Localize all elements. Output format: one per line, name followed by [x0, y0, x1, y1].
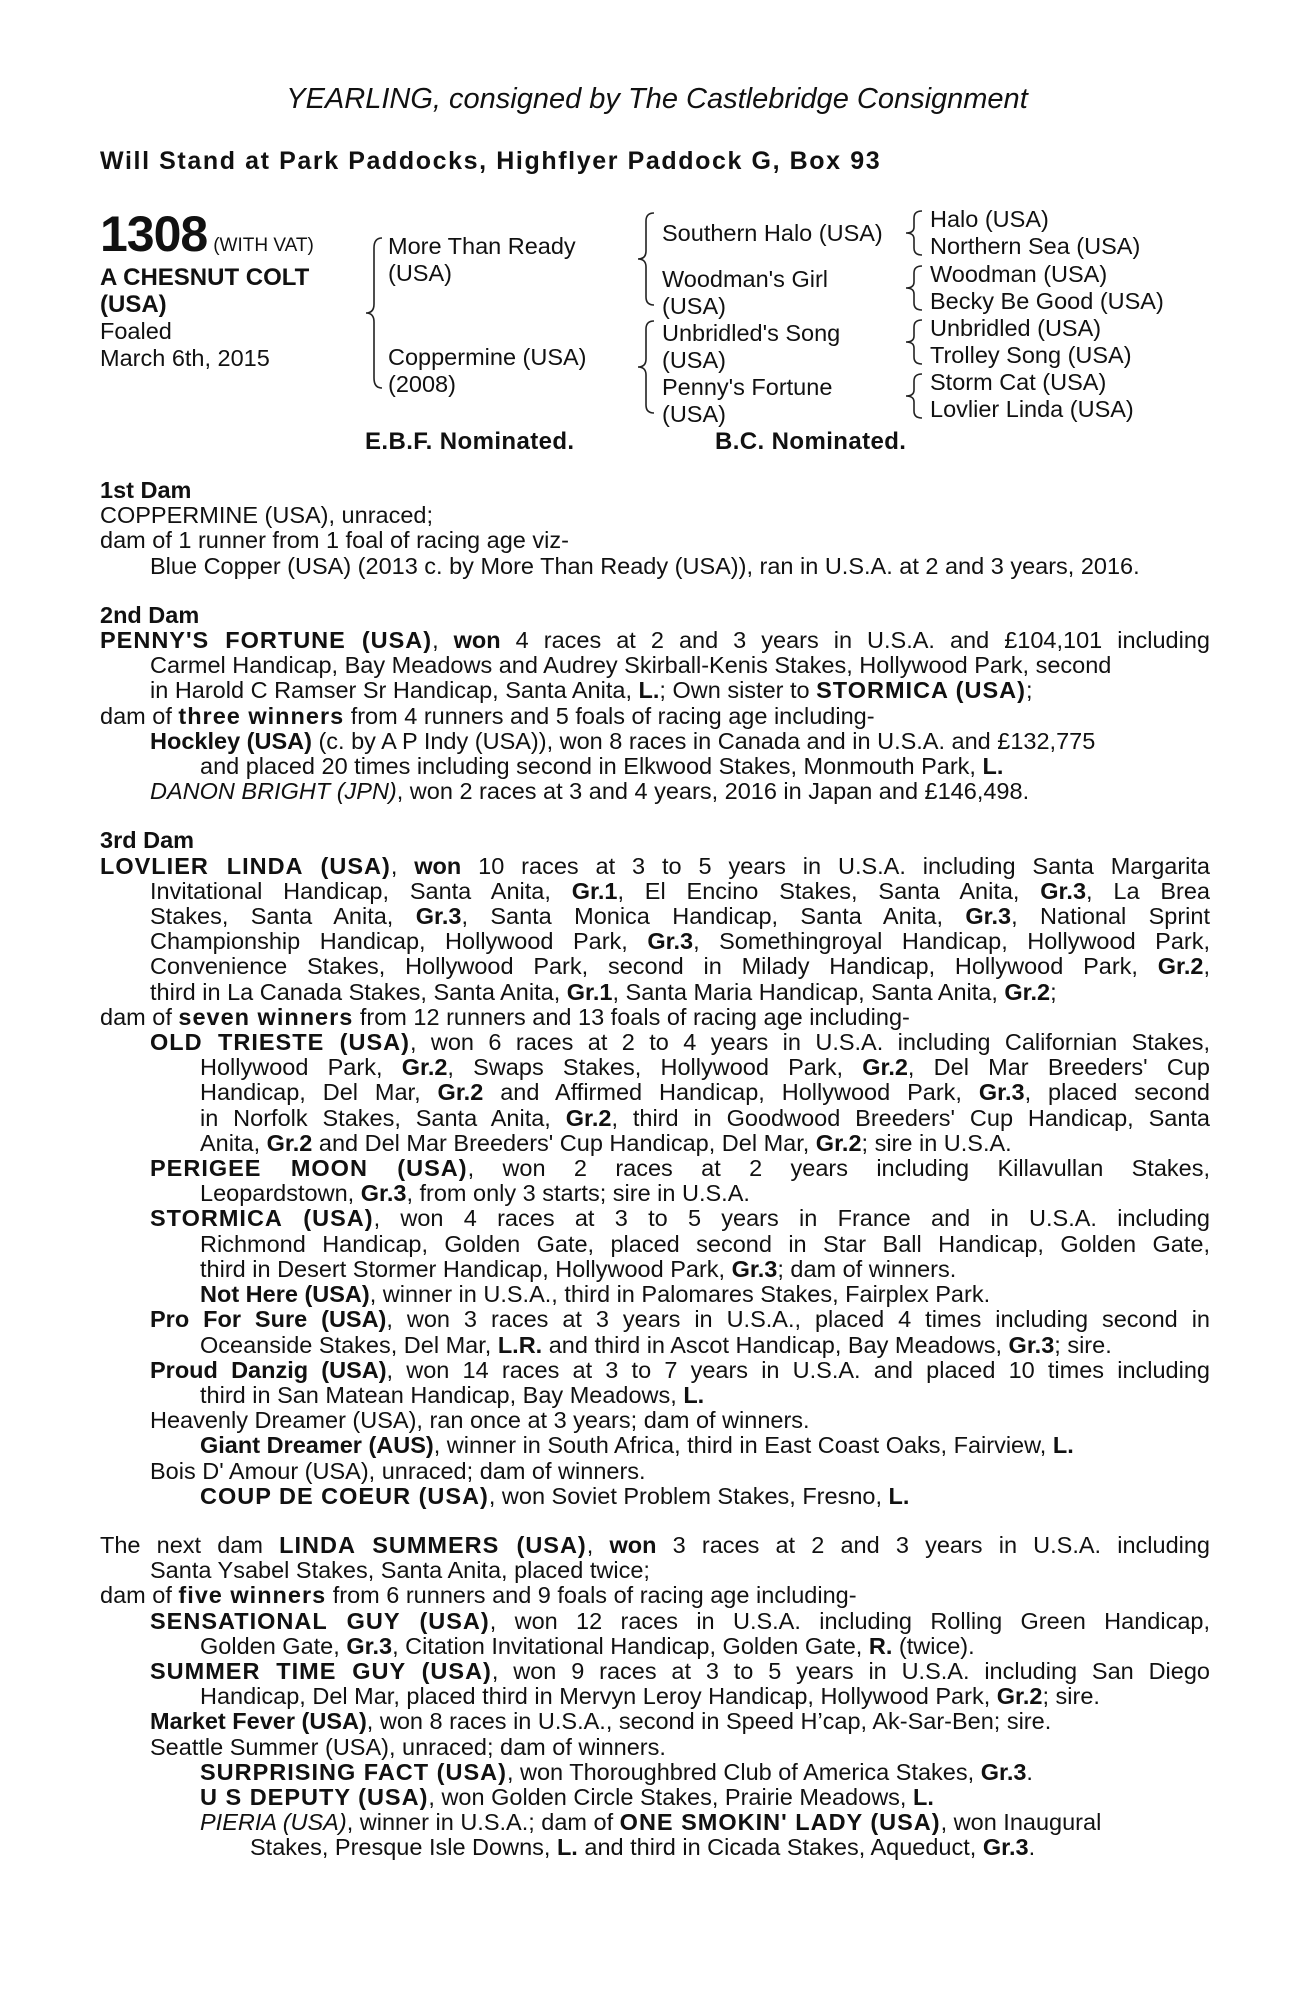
- granddam-4: Lovlier Linda (USA): [930, 396, 1134, 422]
- produce-text: Handicap, Del Mar, placed third in Mervyn Leroy Handicap, Hollywood Park,: [200, 1683, 997, 1710]
- race-grade: L.: [912, 1783, 934, 1810]
- nextdam-line: [100, 1583, 1210, 1608]
- produce-text: , won 12 races in U.S.A. including Rolling Green Handicap,: [489, 1607, 1210, 1634]
- produce-line: Seattle Summer (USA), unraced; dam of winners.: [150, 1733, 666, 1760]
- produce-line: [100, 1131, 1210, 1156]
- sire-sire: Southern Halo (USA): [662, 220, 883, 246]
- dam1-line: dam of 1 runner from 1 foal of racing age viz-: [100, 527, 569, 554]
- produce-text: ; sire.: [1054, 1331, 1112, 1358]
- lot-block: [100, 205, 314, 263]
- produce-text: , won 14 races at 3 to 7 years in U.S.A. and placed 10 times including: [386, 1356, 1210, 1383]
- dam3-text: ;: [1050, 978, 1057, 1005]
- horse-name: COUP DE COEUR (USA): [200, 1482, 489, 1509]
- horse-name: Market Fever (USA): [150, 1708, 367, 1735]
- produce-text: Golden Gate,: [200, 1632, 347, 1659]
- produce-line: [100, 1333, 1210, 1358]
- horse-name: PERIGEE MOON (USA): [150, 1155, 468, 1182]
- produce-text: , won 8 races in U.S.A., second in Speed H’cap, Ak-Sar-Ben; sire.: [366, 1708, 1052, 1735]
- produce-text: , won Golden Circle Stakes, Prairie Meadows,: [428, 1783, 913, 1810]
- race-grade: Gr.3: [982, 1834, 1029, 1861]
- horse-name: U S DEPUTY (USA): [200, 1783, 429, 1810]
- dam3-text: third in La Canada Stakes, Santa Anita,: [150, 978, 567, 1005]
- sire-name: More Than Ready: [388, 233, 576, 259]
- dam3-line: [100, 879, 1210, 904]
- race-grade: Gr.3: [1008, 1331, 1055, 1358]
- race-grade: Gr.2: [815, 1129, 862, 1156]
- race-grade: Gr.2: [996, 1683, 1043, 1710]
- produce-text: .: [1026, 1758, 1033, 1785]
- dam-dam-country: (USA): [662, 401, 726, 427]
- produce-line: [100, 1080, 1210, 1105]
- vat-note: (WITH VAT): [213, 235, 314, 256]
- produce-line: [100, 1785, 1210, 1810]
- pedigree-bracket-g2: [900, 260, 930, 316]
- produce-text: and third in Cicada Stakes, Aqueduct,: [577, 1834, 983, 1861]
- grandsire-2: Woodman (USA): [930, 261, 1108, 287]
- produce-line: [100, 1307, 1210, 1332]
- dam3-text: , Santa Maria Handicap, Santa Anita,: [612, 978, 1005, 1005]
- pedigree-bracket-main: [360, 228, 390, 398]
- dam-name: Coppermine (USA): [388, 344, 587, 370]
- produce-text: , won Inaugural: [940, 1809, 1102, 1836]
- section-heading-1st-dam: 1st Dam: [100, 477, 192, 503]
- race-grade: L.: [556, 1834, 578, 1861]
- dam3-text: , La Brea: [1086, 877, 1210, 904]
- produce-text: , winner in U.S.A., third in Palomares Stakes, Fairplex Park.: [369, 1281, 991, 1308]
- produce-line: [100, 1156, 1210, 1181]
- lot-number: 1308: [100, 206, 208, 262]
- pedigree-bracket-g1: [900, 205, 930, 261]
- dam2-text: in Harold C Ramser Sr Handicap, Santa Anita,: [150, 677, 639, 704]
- race-grade: Gr.1: [566, 978, 613, 1005]
- horse-name: LINDA SUMMERS (USA): [279, 1531, 587, 1558]
- nextdam-text: 3 races at 2 and 3 years in U.S.A. including: [656, 1531, 1211, 1558]
- won-label: won: [453, 627, 501, 654]
- nextdam-line: The next dam LINDA SUMMERS (USA), won 3 races at 2 and 3 years in U.S.A. including: [100, 1531, 1211, 1558]
- race-grade: Gr.3: [360, 1180, 407, 1207]
- dam3-text: , Santa Monica Handicap, Santa Anita,: [461, 903, 966, 930]
- produce-text: , won 6 races at 2 to 4 years in U.S.A. including Californian Stakes,: [409, 1029, 1210, 1056]
- dam2-text: ;: [1025, 677, 1033, 704]
- produce-line: [100, 1383, 1210, 1408]
- race-grade: L.: [1052, 1432, 1074, 1459]
- produce-line: [100, 1609, 1210, 1634]
- produce-text: , placed second: [1024, 1079, 1210, 1106]
- produce-text: Handicap, Del Mar,: [200, 1079, 438, 1106]
- horse-name: SUMMER TIME GUY (USA): [150, 1657, 492, 1684]
- dam3-text: 10 races at 3 to 5 years in U.S.A. including Santa Margarita: [461, 852, 1210, 879]
- horse-name: Proud Danzig (USA): [150, 1356, 387, 1383]
- produce-line: [100, 1181, 1210, 1206]
- produce-line: [100, 1206, 1210, 1231]
- race-grade: Gr.3: [731, 1255, 778, 1282]
- section-heading-2nd-dam: 2nd Dam: [100, 601, 200, 628]
- race-grade: Gr.2: [1004, 978, 1051, 1005]
- dam2-text: dam of: [100, 702, 179, 729]
- horse-name: OLD TRIESTE (USA): [150, 1029, 410, 1056]
- produce-text: in Norfolk Stakes, Santa Anita,: [200, 1104, 566, 1131]
- horse-name: LOVLIER LINDA (USA): [100, 852, 391, 879]
- dam3-text: dam of: [100, 1003, 179, 1030]
- winners-count: seven winners: [178, 1003, 354, 1030]
- produce-text: third in San Matean Handicap, Bay Meadows,: [200, 1381, 684, 1408]
- produce-text: Hollywood Park,: [200, 1054, 402, 1081]
- foaled-date: March 6th, 2015: [100, 345, 270, 371]
- produce-text: , third in Goodwood Breeders' Cup Handicap, Santa: [611, 1104, 1211, 1131]
- produce-text: Oceanside Stakes, Del Mar,: [200, 1331, 498, 1358]
- produce-text: , won 2 races at 3 and 4 years, 2016 in Japan and £146,498.: [396, 778, 1030, 805]
- grandsire-1: Halo (USA): [930, 206, 1049, 232]
- race-grade: Gr.2: [266, 1129, 313, 1156]
- race-grade: Gr.3: [346, 1632, 393, 1659]
- dam3-text: Stakes, Santa Anita,: [150, 903, 416, 930]
- pedigree-bracket-dam: [632, 313, 662, 421]
- produce-line: [100, 1484, 1210, 1509]
- dam3-line: [100, 1005, 1210, 1030]
- produce-line: [100, 1106, 1210, 1131]
- produce-line: [100, 1282, 1210, 1307]
- pedigree-bracket-g4: [900, 368, 930, 424]
- produce-text: , Del Mar Breeders' Cup: [907, 1054, 1210, 1081]
- horse-name: PIERIA (USA): [200, 1809, 347, 1836]
- produce-text: , won 3 races at 3 years in U.S.A., placed 4 times including second in: [386, 1306, 1210, 1333]
- race-grade: Gr.3: [1040, 877, 1087, 904]
- won-label: won: [414, 852, 462, 879]
- produce-line: [100, 729, 1210, 754]
- dam2-line: PENNY'S FORTUNE (USA), won 4 races at 2 and 3 years in U.S.A. and £104,101 including: [100, 627, 1210, 654]
- produce-text: and third in Ascot Handicap, Bay Meadows,: [542, 1331, 1009, 1358]
- dam-sire-name: Unbridled's Song: [662, 320, 841, 346]
- dam3-line: [100, 980, 1210, 1005]
- produce-line: [100, 1835, 1210, 1860]
- catalogue-body: [100, 478, 1210, 1861]
- dam2-text: ; Own sister to: [659, 677, 817, 704]
- race-grade: Gr.3: [415, 903, 462, 930]
- dam-sire-country: (USA): [662, 347, 726, 373]
- nextdam-line: Santa Ysabel Stakes, Santa Anita, placed twice;: [150, 1557, 650, 1584]
- horse-name: Not Here (USA): [200, 1281, 370, 1308]
- race-grade: L.: [638, 677, 660, 704]
- dam3-text: , National Sprint: [1011, 903, 1211, 930]
- dam3-text: , Somethingroyal Handicap, Hollywood Park,: [693, 928, 1211, 955]
- dam3-line: [100, 904, 1210, 929]
- dam3-text: ,: [1203, 953, 1210, 980]
- dam-year: (2008): [388, 371, 456, 397]
- dam1-line: COPPERMINE (USA), unraced;: [100, 502, 434, 529]
- winners-count: three winners: [178, 702, 345, 729]
- consignment-line: YEARLING, consigned by The Castlebridge Consignment: [286, 83, 1028, 115]
- horse-name: ONE SMOKIN' LADY (USA): [619, 1809, 941, 1836]
- race-grade: Gr.3: [647, 928, 694, 955]
- horse-name: DANON BRIGHT (JPN): [150, 778, 397, 805]
- grandsire-4: Storm Cat (USA): [930, 369, 1107, 395]
- race-grade: R.: [868, 1632, 893, 1659]
- produce-line: [100, 1358, 1210, 1383]
- produce-text: Stakes, Presque Isle Downs,: [250, 1834, 557, 1861]
- granddam-1: Northern Sea (USA): [930, 233, 1141, 259]
- produce-line: [100, 1659, 1210, 1684]
- horse-name: STORMICA (USA): [816, 677, 1026, 704]
- produce-text: , won 2 races at 2 years including Killavullan Stakes,: [467, 1155, 1210, 1182]
- section-heading-3rd-dam: 3rd Dam: [100, 827, 195, 854]
- dam-dam-name: Penny's Fortune: [662, 374, 833, 400]
- race-grade: Gr.3: [978, 1079, 1025, 1106]
- nextdam-text: from 6 runners and 9 foals of racing age including-: [326, 1582, 857, 1609]
- produce-line: [100, 1634, 1210, 1659]
- produce-line: [100, 1055, 1210, 1080]
- produce-text: , winner in U.S.A.; dam of: [346, 1809, 620, 1836]
- race-grade: L.: [888, 1482, 910, 1509]
- dam3-line: [100, 954, 1210, 979]
- produce-text: (twice).: [892, 1632, 975, 1659]
- produce-text: ; dam of winners.: [777, 1255, 957, 1282]
- dam3-line: [100, 929, 1210, 954]
- race-grade: Gr.2: [565, 1104, 612, 1131]
- produce-line: [100, 779, 1210, 804]
- produce-text: and placed 20 times including second in Elkwood Stakes, Monmouth Park,: [200, 753, 983, 780]
- dam2-text: from 4 runners and 5 foals of racing age including-: [344, 702, 875, 729]
- lot-description: A CHESNUT COLT: [100, 264, 310, 291]
- produce-text: and Del Mar Breeders' Cup Handicap, Del Mar,: [312, 1129, 816, 1156]
- ebf-nomination: E.B.F. Nominated.: [365, 428, 575, 455]
- bc-nomination: B.C. Nominated.: [715, 428, 907, 455]
- sire-dam-name: Woodman's Girl: [662, 266, 828, 292]
- produce-line: [100, 1030, 1210, 1055]
- produce-line: [100, 1257, 1210, 1282]
- nextdam-text: The next dam: [100, 1531, 280, 1558]
- produce-text: , winner in South Africa, third in East Coast Oaks, Fairview,: [433, 1432, 1053, 1459]
- pedigree-bracket-sire: [632, 205, 662, 313]
- lot-description-country: (USA): [100, 291, 167, 318]
- dam3-text: Convenience Stakes, Hollywood Park, second in Milady Handicap, Hollywood Park,: [150, 953, 1158, 980]
- pedigree-bracket-g3: [900, 314, 930, 370]
- horse-name: STORMICA (USA): [150, 1205, 374, 1232]
- produce-text: , won 4 races at 3 to 5 years in France and in U.S.A. including: [373, 1205, 1210, 1232]
- produce-text: third in Desert Stormer Handicap, Hollywood Park,: [200, 1255, 732, 1282]
- sire-country: (USA): [388, 260, 452, 286]
- horse-name: SENSATIONAL GUY (USA): [150, 1607, 490, 1634]
- race-grade: Gr.2: [862, 1054, 908, 1081]
- produce-line: [100, 1810, 1210, 1835]
- race-grade: Gr.3: [965, 903, 1012, 930]
- dam2-line: [100, 704, 1210, 729]
- stand-location: Will Stand at Park Paddocks, Highflyer Paddock G, Box 93: [100, 147, 882, 175]
- produce-text: Anita,: [200, 1129, 267, 1156]
- race-grade: Gr.1: [571, 877, 618, 904]
- produce-line: Bois D' Amour (USA), unraced; dam of winners.: [150, 1457, 646, 1484]
- race-grade: L.: [683, 1381, 705, 1408]
- dam3-text: Invitational Handicap, Santa Anita,: [150, 877, 572, 904]
- dam2-line: [100, 678, 1210, 703]
- horse-name: Hockley (USA): [150, 727, 312, 754]
- dam3-line: LOVLIER LINDA (USA), won 10 races at 3 to 5 years in U.S.A. including Santa Margarita: [100, 852, 1210, 879]
- produce-text: , Swaps Stakes, Hollywood Park,: [447, 1054, 863, 1081]
- produce-line: [100, 1684, 1210, 1709]
- produce-text: , Citation Invitational Handicap, Golden Gate,: [392, 1632, 869, 1659]
- dam2-text: 4 races at 2 and 3 years in U.S.A. and £104,101 including: [500, 627, 1210, 654]
- produce-text: ; sire.: [1042, 1683, 1100, 1710]
- horse-name: SURPRISING FACT (USA): [200, 1758, 507, 1785]
- race-grade: L.: [982, 753, 1004, 780]
- produce-line: Heavenly Dreamer (USA), ran once at 3 years; dam of winners.: [150, 1407, 810, 1434]
- dam1-produce: Blue Copper (USA) (2013 c. by More Than Ready (USA)), ran in U.S.A. at 2 and 3 years, 2016.: [150, 552, 1140, 579]
- produce-line: [100, 754, 1210, 779]
- produce-line: Richmond Handicap, Golden Gate, placed second in Star Ball Handicap, Golden Gate,: [200, 1230, 1210, 1257]
- race-grade: Gr.2: [401, 1054, 448, 1081]
- granddam-2: Becky Be Good (USA): [930, 288, 1164, 314]
- nextdam-text: dam of: [100, 1582, 179, 1609]
- produce-text: , from only 3 starts; sire in U.S.A.: [406, 1180, 750, 1207]
- horse-name: Pro For Sure (USA): [150, 1306, 387, 1333]
- foaled-label: Foaled: [100, 318, 172, 344]
- produce-text: (c. by A P Indy (USA)), won 8 races in Canada and in U.S.A. and £132,775: [311, 727, 1096, 754]
- horse-name: Giant Dreamer (AUS): [200, 1432, 434, 1459]
- produce-text: and Affirmed Handicap, Hollywood Park,: [483, 1079, 979, 1106]
- dam2-line: Carmel Handicap, Bay Meadows and Audrey Skirball-Kenis Stakes, Hollywood Park, second: [150, 652, 1112, 679]
- produce-text: Leopardstown,: [200, 1180, 361, 1207]
- dam3-text: , El Encino Stakes, Santa Anita,: [617, 877, 1041, 904]
- produce-text: , won Soviet Problem Stakes, Fresno,: [488, 1482, 889, 1509]
- race-grade: Gr.3: [980, 1758, 1027, 1785]
- produce-line: [100, 1760, 1210, 1785]
- produce-line: [100, 1709, 1210, 1734]
- granddam-3: Trolley Song (USA): [930, 342, 1132, 368]
- grandsire-3: Unbridled (USA): [930, 315, 1102, 341]
- dam3-text: Championship Handicap, Hollywood Park,: [150, 928, 648, 955]
- race-grade: Gr.2: [437, 1079, 484, 1106]
- produce-text: , won 9 races at 3 to 5 years in U.S.A. including San Diego: [491, 1657, 1210, 1684]
- produce-text: .: [1028, 1834, 1036, 1861]
- won-label: won: [609, 1531, 657, 1558]
- winners-count: five winners: [178, 1582, 327, 1609]
- produce-text: , won Thoroughbred Club of America Stakes,: [506, 1758, 981, 1785]
- race-grade: Gr.2: [1157, 953, 1204, 980]
- horse-name: PENNY'S FORTUNE (USA): [100, 627, 433, 654]
- produce-text: ; sire in U.S.A.: [861, 1129, 1012, 1156]
- sire-dam-country: (USA): [662, 293, 726, 319]
- produce-line: [100, 1433, 1210, 1458]
- race-grade: L.R.: [497, 1331, 543, 1358]
- dam3-text: from 12 runners and 13 foals of racing age including-: [353, 1003, 910, 1030]
